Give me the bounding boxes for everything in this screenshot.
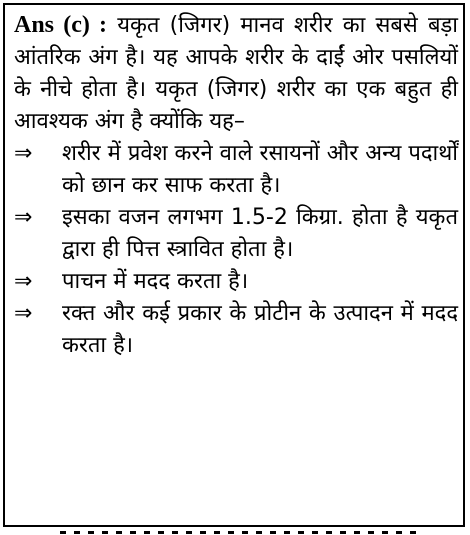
answer-content bbox=[14, 9, 458, 362]
bullet-item-3 bbox=[14, 266, 458, 298]
arrow-icon: ⇒ bbox=[14, 141, 33, 166]
answer-intro-paragraph bbox=[14, 9, 458, 138]
bullet-text: रक्त और कई प्रकार के प्रोटीन के उत्पादन में मदद करता है। bbox=[62, 301, 458, 358]
cropped-next-line bbox=[60, 528, 420, 535]
arrow-icon: ⇒ bbox=[14, 301, 33, 326]
answer-label: Ans (c) : bbox=[14, 12, 108, 38]
answer-box bbox=[3, 3, 465, 527]
bullet-item-2 bbox=[14, 202, 458, 266]
arrow-icon: ⇒ bbox=[14, 269, 33, 294]
bullet-text: इसका वजन लगभग 1.5-2 किग्रा. होता है यकृत द्वारा ही पित्त स्त्रावित होता है। bbox=[62, 205, 458, 262]
answer-intro-text: यकृत (जिगर) मानव शरीर का सबसे बड़ा आंतरिक अंग है। यह आपके शरीर के दाईं ओर पसलियों के नीचे होता है। यकृत (जिगर) शरीर का एक बहुत ही आवश्यक अंग है क्योंकि यह– bbox=[14, 13, 458, 134]
bullet-text: शरीर में प्रवेश करने वाले रसायनों और अन्य पदार्थों को छान कर साफ करता है। bbox=[62, 141, 458, 198]
arrow-icon: ⇒ bbox=[14, 205, 33, 230]
bullet-text: पाचन में मदद करता है। bbox=[62, 269, 249, 294]
bullet-item-4 bbox=[14, 298, 458, 362]
bullet-item-1 bbox=[14, 138, 458, 202]
